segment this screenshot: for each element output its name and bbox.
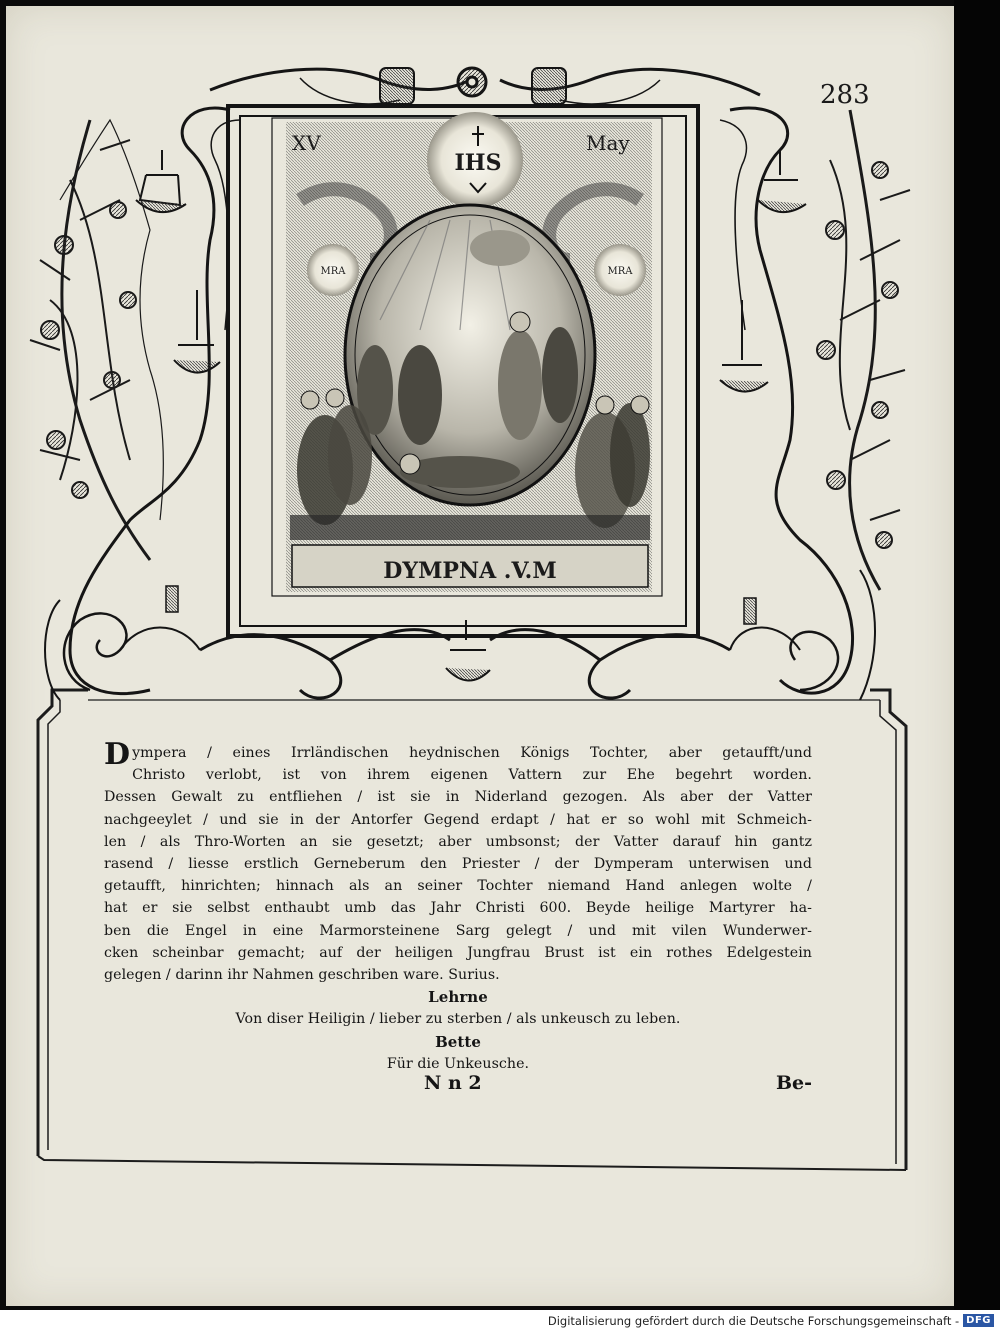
text-line: rasend / liesse erstlich Gerneberum den Priester / der Dymperam unterwisen und <box>104 856 812 873</box>
right-floral-branch <box>817 110 910 590</box>
text-line: ben die Engel in eine Marmorsteinene Sarg gelegt / und mit vilen Wunderwer- <box>104 922 812 939</box>
bette-heading: Bette <box>435 1032 481 1051</box>
plate-day-left: XV <box>292 131 321 155</box>
top-crest-ornament <box>210 68 760 104</box>
text-line: len / als Thro-Worten an sie gesetzt; aber umbsonst; der Vatter darauf hin gantz <box>104 833 812 850</box>
page-number: 283 <box>820 80 870 110</box>
page-foot <box>104 1072 812 1102</box>
footer-credit: Digitalisierung gefördert durch die Deutsche Forschungsgemeinschaft - <box>547 1313 960 1328</box>
lehrne-text: Von diser Heiligin / lieber zu sterben / als unkeusch zu leben. <box>235 1011 681 1028</box>
text-line: getaufft, hinrichten; hinnach als an seiner Tochter niemand Hand anlegen wolte / <box>104 878 812 895</box>
bette-text: Für die Unkeusche. <box>386 1055 530 1072</box>
drop-initial: D <box>104 737 131 772</box>
bottom-scroll-ornament <box>120 628 800 699</box>
main-text <box>104 737 812 1075</box>
maria-monogram-left: MRA <box>320 266 346 277</box>
dfg-logo: DFG <box>963 1314 994 1327</box>
text-line: ympera / eines Irrländischen heydnischen Königs Tochter, aber getaufft/und <box>132 745 812 761</box>
text-line: gelegen / darinn ihr Nahmen geschriben ware. Surius. <box>104 967 500 984</box>
signature-mark: N n 2 <box>424 1072 482 1094</box>
catchword: Be- <box>775 1072 812 1094</box>
ihs-monogram: IHS <box>454 150 502 176</box>
text-line: hat er sie selbst enthaubt umb das Jahr Christi 600. Beyde heilige Martyrer ha- <box>104 900 812 917</box>
plate-engraving <box>286 112 652 592</box>
digitization-footer <box>0 1310 1000 1331</box>
plate-day-right: May <box>586 131 630 155</box>
plate-caption: DYMPNA .V.M <box>383 558 557 584</box>
text-line: Christo verlobt, ist von ihrem eigenen Vattern zur Ehe begehrt worden. <box>132 767 812 784</box>
right-cartouche-scroll <box>720 108 875 700</box>
lehrne-heading: Lehrne <box>428 988 488 1007</box>
text-line: Dessen Gewalt zu entfliehen / ist sie in Niderland gezogen. Als aber der Vatter <box>104 789 812 806</box>
maria-monogram-right: MRA <box>607 266 633 277</box>
text-line: cken scheinbar gemacht; auf der heiligen Jungfrau Brust ist ein rothes Edelgestein <box>104 944 812 961</box>
text-line: nachgeeylet / und sie in der Antorfer Gegend erdapt / hat er so wohl mit Schmeich- <box>104 811 812 828</box>
